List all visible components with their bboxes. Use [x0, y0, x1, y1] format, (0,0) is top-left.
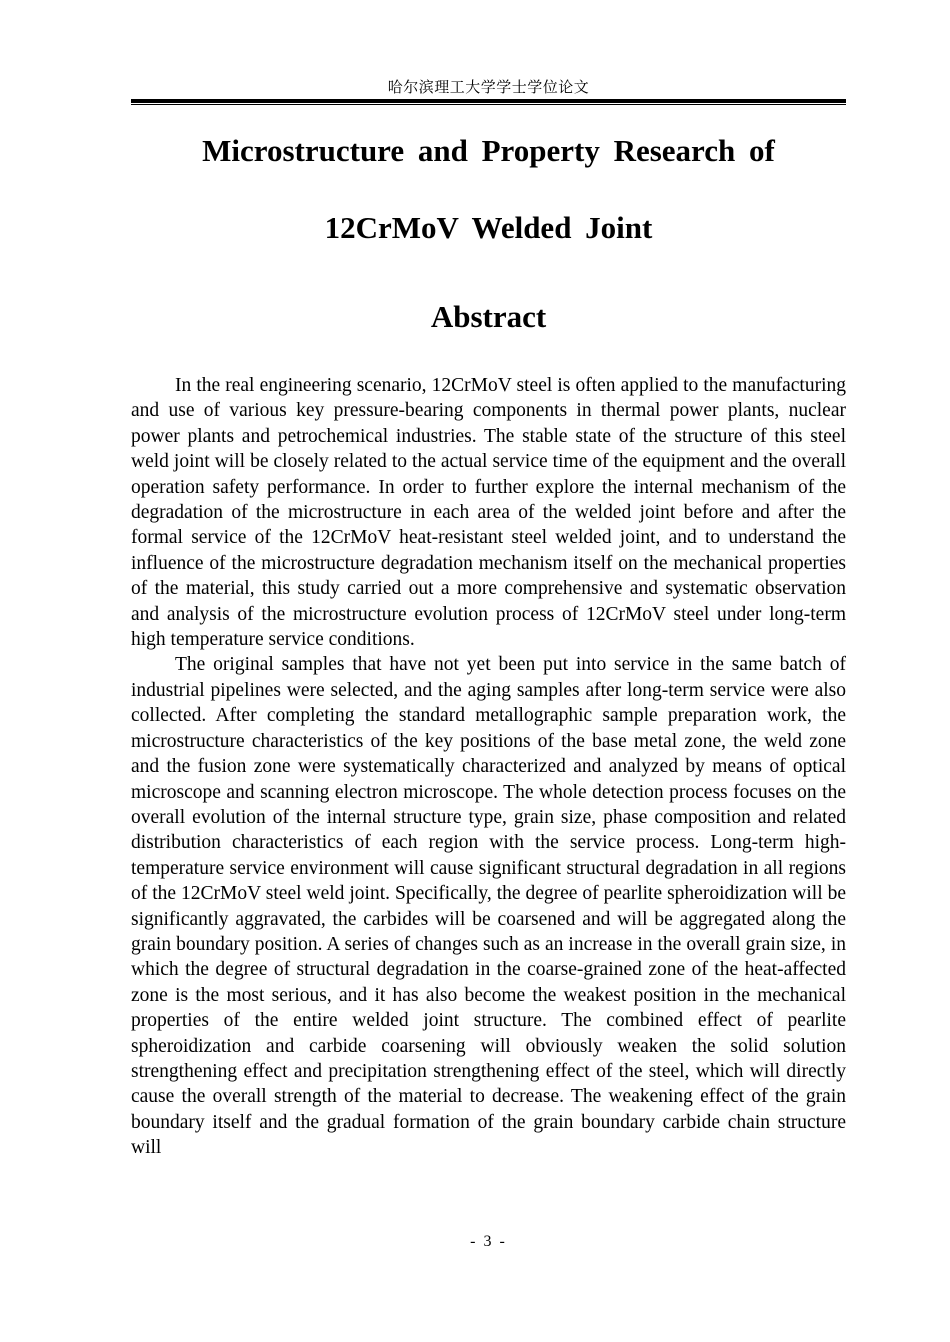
abstract-paragraph-2: The original samples that have not yet been put into service in the same batch of industrial pipelines were selected, and the aging samples after long-term service were also collected. After completing the standard metallographic sample preparation work, the microstructure characteristics of the key positions of the base metal zone, the weld zone and the fusion zone were systematically characterized and analyzed by means of optical microscope and scanning electron microscope. The whole detection process focuses on the overall evolution of the internal structure type, grain size, phase composition and related distribution characteristics of each region with the service process. Long-term high-temperature service environment will cause significant structural degradation in all regions of the 12CrMoV steel weld joint. Specifically, the degree of pearlite spheroidization will be significantly aggravated, the carbides will be coarsened and will be aggregated along the grain boundary position. A series of changes such as an increase in the overall grain size, in which the degree of structural degradation in the coarse-grained zone of the heat-affected zone is the most serious, and it has also become the weakest position in the mechanical properties of the entire welded joint structure. The combined effect of pearlite spheroidization and carbide coarsening will obviously weaken the solid solution strengthening effect and precipitation strengthening effect of the steel, which will directly cause the overall strength of the material to decrease. The weakening effect of the grain boundary itself and the gradual formation of the grain boundary carbide chain structure will	[131, 654, 846, 1159]
paper-title-line-2: 12CrMoV Welded Joint	[324, 210, 653, 245]
header-rule-thin	[131, 104, 846, 105]
abstract-body	[131, 373, 846, 1161]
page-number: - 3 -	[470, 1233, 507, 1250]
paper-title-line-1: Microstructure and Property Research of	[202, 133, 775, 168]
thesis-page	[131, 0, 846, 1342]
abstract-paragraph-1: In the real engineering scenario, 12CrMoV steel is often applied to the manufacturing and use of various key pressure-bearing components in thermal power plants, nuclear power plants and petrochemical industries. The stable state of the structure of this steel weld joint will be closely related to the actual service time of the equipment and the overall operation safety performance. In order to further explore the internal mechanism of the degradation of the microstructure in each area of the welded joint before and after the formal service of the 12CrMoV heat-resistant steel welded joint, and to understand the influence of the microstructure degradation mechanism itself on the mechanical properties of the material, this study carried out a more comprehensive and systematic observation and analysis of the microstructure evolution process of 12CrMoV steel under long-term high temperature service conditions.	[131, 375, 846, 651]
abstract-heading: Abstract	[430, 299, 547, 334]
header-rule-thick	[131, 99, 846, 103]
running-header: 哈尔滨理工大学学士学位论文	[387, 78, 590, 96]
